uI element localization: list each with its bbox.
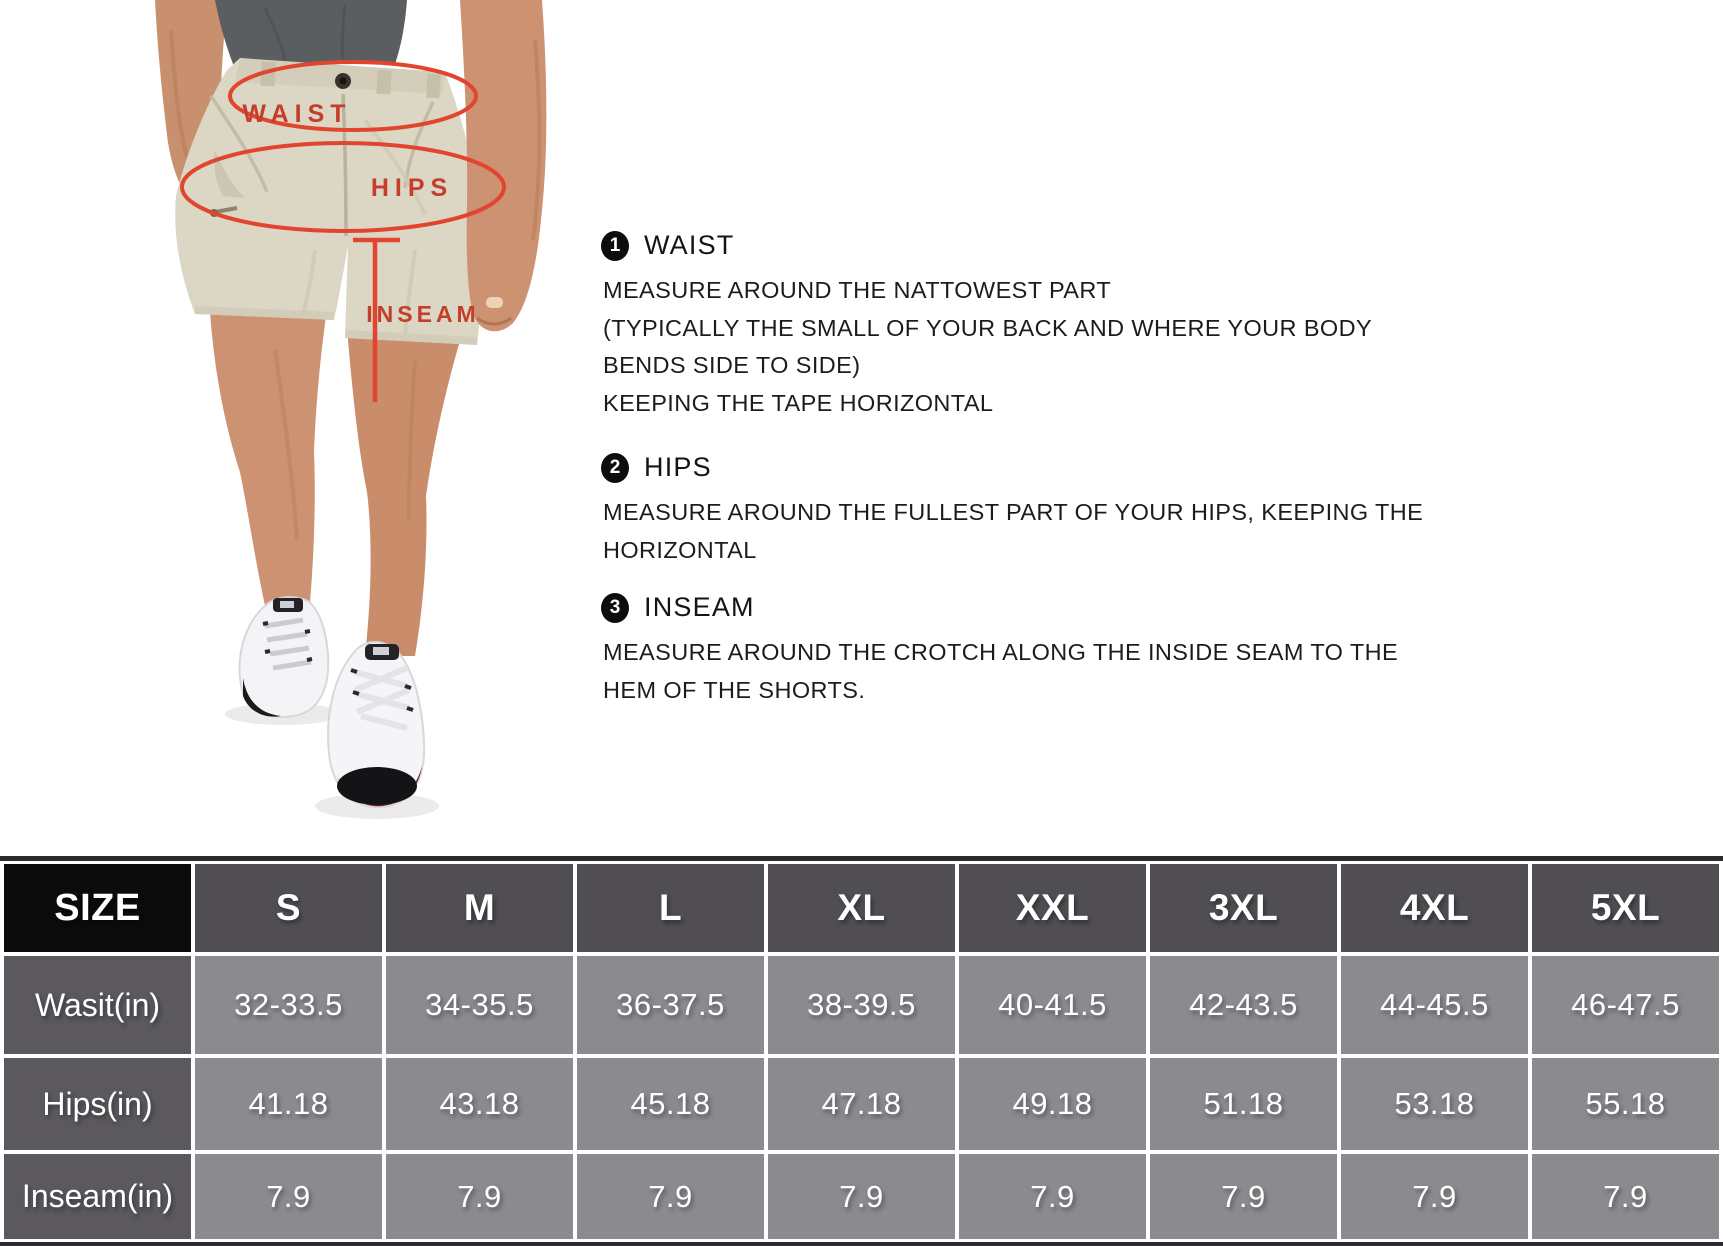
table-cell: 42-43.5 (1150, 956, 1337, 1054)
table-cell: 55.18 (1532, 1058, 1719, 1150)
table-header-xxl: XXL (959, 864, 1146, 952)
shirt (215, 0, 407, 64)
left-leg (210, 312, 326, 614)
waist-instruction-line: KEEPING THE TAPE HORIZONTAL (603, 389, 994, 416)
table-cell: 36-37.5 (577, 956, 764, 1054)
waist-instruction-line: (TYPICALLY THE SMALL OF YOUR BACK AND WHERE YOUR BODY (603, 314, 1373, 341)
table-header-s: S (195, 864, 382, 952)
table-cell: 53.18 (1341, 1058, 1528, 1150)
waist-instruction-title: WAIST (644, 230, 735, 260)
bullet-2-icon: 2 (601, 453, 629, 483)
table-cell: 41.18 (195, 1058, 382, 1150)
inseam-instruction-title: INSEAM (644, 592, 755, 622)
table-cell: 49.18 (959, 1058, 1146, 1150)
table-header-l: L (577, 864, 764, 952)
table-cell: 46-47.5 (1532, 956, 1719, 1054)
hips-instruction-line: MEASURE AROUND THE FULLEST PART OF YOUR HIPS, KEEPING THE (603, 499, 1424, 525)
table-header-size: SIZE (4, 864, 191, 952)
table-cell: 7.9 (195, 1154, 382, 1239)
table-cell: 7.9 (1341, 1154, 1528, 1239)
table-cell: 7.9 (386, 1154, 573, 1239)
table-cell: 38-39.5 (768, 956, 955, 1054)
right-leg (347, 328, 462, 656)
hips-figure-label: HIPS (370, 174, 454, 202)
model-illustration (115, 0, 585, 856)
table-cell: 40-41.5 (959, 956, 1146, 1054)
table-header-xl: XL (768, 864, 955, 952)
waist-instruction-section (601, 230, 1373, 422)
table-cell: 32-33.5 (195, 956, 382, 1054)
row-label-waist: Wasit(in) (4, 956, 191, 1054)
table-header-m: M (386, 864, 573, 952)
bullet-3-icon: 3 (601, 593, 629, 623)
table-header-3xl: 3XL (1150, 864, 1337, 952)
row-label-hips: Hips(in) (4, 1058, 191, 1150)
hips-instruction-title: HIPS (644, 452, 712, 482)
table-cell: 7.9 (768, 1154, 955, 1239)
size-table (0, 856, 1723, 1246)
table-cell: 34-35.5 (386, 956, 573, 1054)
table-cell: 45.18 (577, 1058, 764, 1150)
waist-instruction-line: MEASURE AROUND THE NATTOWEST PART (603, 277, 1112, 303)
table-header-5xl: 5XL (1532, 864, 1719, 952)
table-header-4xl: 4XL (1341, 864, 1528, 952)
table-cell: 7.9 (1150, 1154, 1337, 1239)
model-photo (115, 0, 585, 856)
inseam-instruction-line: HEM OF THE SHORTS. (603, 676, 866, 703)
left-shoe (240, 597, 329, 717)
table-cell: 7.9 (577, 1154, 764, 1239)
hips-instruction-section (601, 452, 1424, 569)
table-cell: 44-45.5 (1341, 956, 1528, 1054)
table-cell: 43.18 (386, 1058, 573, 1150)
table-cell: 51.18 (1150, 1058, 1337, 1150)
inseam-instruction-line: MEASURE AROUND THE CROTCH ALONG THE INSIDE SEAM TO THE (603, 639, 1399, 665)
right-arm (460, 0, 546, 331)
bullet-1-icon: 1 (601, 231, 629, 261)
table-cell: 7.9 (1532, 1154, 1719, 1239)
table-cell: 7.9 (959, 1154, 1146, 1239)
inseam-instruction-section (601, 592, 1399, 709)
right-shoe (328, 642, 424, 807)
inseam-figure-label: INSEAM (366, 301, 480, 327)
table-cell: 47.18 (768, 1058, 955, 1150)
waist-figure-label: WAIST (242, 100, 352, 128)
waist-instruction-line: BENDS SIDE TO SIDE) (603, 352, 861, 378)
row-label-inseam: Inseam(in) (4, 1154, 191, 1239)
hips-instruction-line: HORIZONTAL (603, 536, 757, 563)
